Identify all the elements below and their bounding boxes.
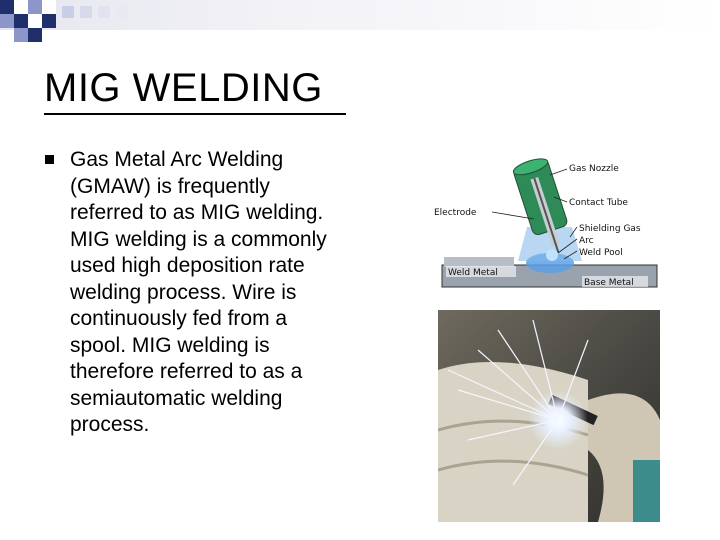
bullet-square-icon <box>45 155 54 164</box>
label-arc: Arc <box>579 236 594 246</box>
mig-welding-diagram <box>432 157 662 292</box>
weld-metal-bead <box>444 257 514 267</box>
label-gas-nozzle: Gas Nozzle <box>569 164 619 174</box>
label-shielding-gas: Shielding Gas <box>579 224 641 234</box>
arc-glow <box>546 249 558 261</box>
label-electrode: Electrode <box>434 208 477 218</box>
teal-sleeve <box>633 460 660 522</box>
bullet-paragraph: Gas Metal Arc Welding (GMAW) is frequently referred to as MIG welding. MIG welding is a commonly used high deposition rate welding process. Wire is continuously fed from a spool. MIG welding is therefore referred to as a semiautomatic welding process. <box>70 148 327 436</box>
label-base-metal: Base Metal <box>584 278 634 288</box>
label-weld-pool: Weld Pool <box>579 248 623 258</box>
label-contact-tube: Contact Tube <box>569 198 628 208</box>
label-weld-metal: Weld Metal <box>448 268 498 278</box>
welding-photo <box>438 310 660 522</box>
slide-title: MIG WELDING <box>44 66 323 110</box>
title-underline <box>44 113 346 115</box>
